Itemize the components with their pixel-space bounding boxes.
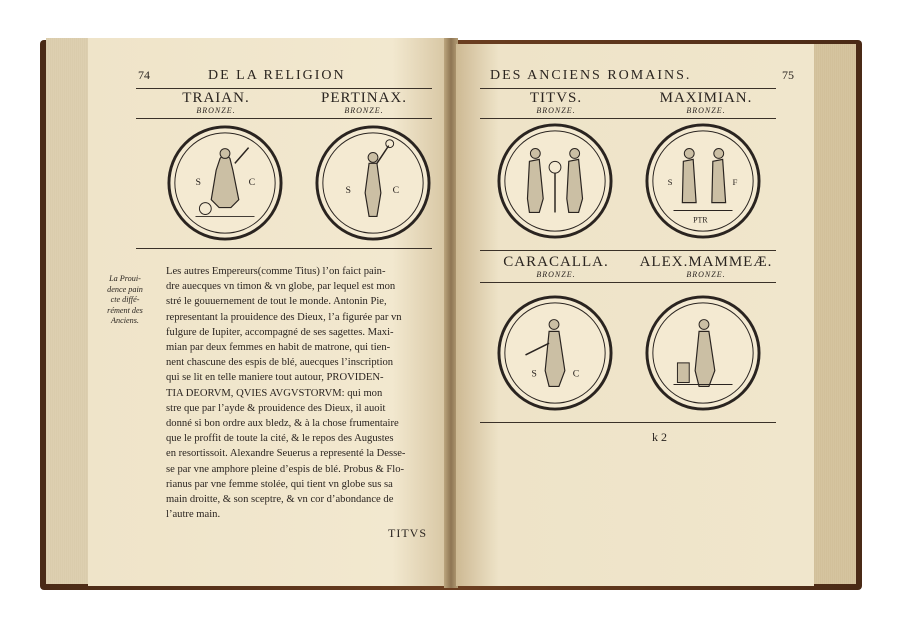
coin-name: MAXIMIAN.	[659, 90, 753, 106]
svg-text:C: C	[572, 368, 580, 380]
svg-text:C: C	[248, 176, 256, 188]
medal-engraving-pertinax	[314, 124, 432, 242]
rule	[136, 248, 432, 249]
rule	[480, 282, 776, 283]
rule	[480, 250, 776, 251]
signature-mark: k 2	[652, 430, 667, 444]
head-rule	[480, 88, 776, 89]
svg-text:S: S	[667, 176, 673, 187]
coin-metal: BRONZE.	[344, 106, 384, 115]
rule	[480, 118, 776, 119]
svg-text:S: S	[345, 184, 351, 196]
coin-name: TITVS.	[529, 90, 583, 106]
rule	[480, 422, 776, 423]
coin-metal: BRONZE.	[536, 106, 576, 115]
left-page	[88, 38, 446, 586]
svg-text:S: S	[531, 368, 537, 380]
medal-engraving-caracalla	[496, 294, 614, 412]
running-head-left: DE LA RELIGION	[208, 68, 346, 83]
page-number-left: 74	[138, 68, 150, 82]
svg-text:C: C	[392, 184, 400, 196]
coin-name: ALEX.MAMMEÆ.	[639, 254, 773, 270]
left-page-edges	[46, 38, 88, 584]
running-head-right: DES ANCIENS ROMAINS.	[490, 68, 692, 83]
coin-metal: BRONZE.	[196, 106, 236, 115]
body-text: Les autres Empereurs(comme Titus) l’on faict pain- dre auecques vn timon & vn globe, par lequel est mon stré le gouuernement de tout le monde. Antonin Pie, representant la prouidence des Dieux, l’a figurée par vn fulgure de Iupiter, accompagné de ses sagettes. Maxi- mian par deux femmes en habit de matrone, qui tien- nent chascune des espis de blé, auecques l’inscription qui se lit en telle maniere tout autour, PROVIDEN- TIA DEORVM, QVIES AVGVSTORVM: qui mon stre que par l’ayde & prouidence des Dieux, il auoit donné si bon ordre aux bledz, & à la chose frumentaire que le proffit de toute la cité, & le repos des Augustes en resortissoit. Alexandre Seuerus a representé la Desse- se par vne amphore pleine d’espis de blé. Probus & Flo- rianus par vne femme stolée, qui tient vn globe sus sa main droitte, & son sceptre, & vn cor d’abondance de l’autre main.	[166, 266, 406, 521]
page-number-right: 75	[782, 68, 794, 82]
rule	[136, 118, 432, 119]
right-page-edges	[812, 44, 856, 584]
catchword: TITVS	[388, 526, 427, 540]
svg-text:S: S	[195, 176, 201, 188]
coin-name: PERTINAX.	[320, 90, 407, 106]
coin-metal: BRONZE.	[536, 270, 576, 279]
svg-text:F: F	[732, 176, 738, 187]
medal-engraving-traian	[166, 124, 284, 242]
medal-engraving-maximian	[644, 122, 762, 240]
coin-name: TRAIAN.	[182, 90, 250, 106]
coin-metal: BRONZE.	[686, 106, 726, 115]
medal-engraving-alex-mammeae	[644, 294, 762, 412]
medal-engraving-titus	[496, 122, 614, 240]
coin-name: CARACALLA.	[503, 254, 609, 270]
right-page	[456, 44, 814, 586]
head-rule	[136, 88, 432, 89]
open-book	[40, 34, 862, 590]
marginal-note: La Proui- dence pain cte diffé- rément des Anciens.	[107, 274, 143, 325]
coin-metal: BRONZE.	[686, 270, 726, 279]
svg-text:PTR: PTR	[693, 215, 708, 225]
